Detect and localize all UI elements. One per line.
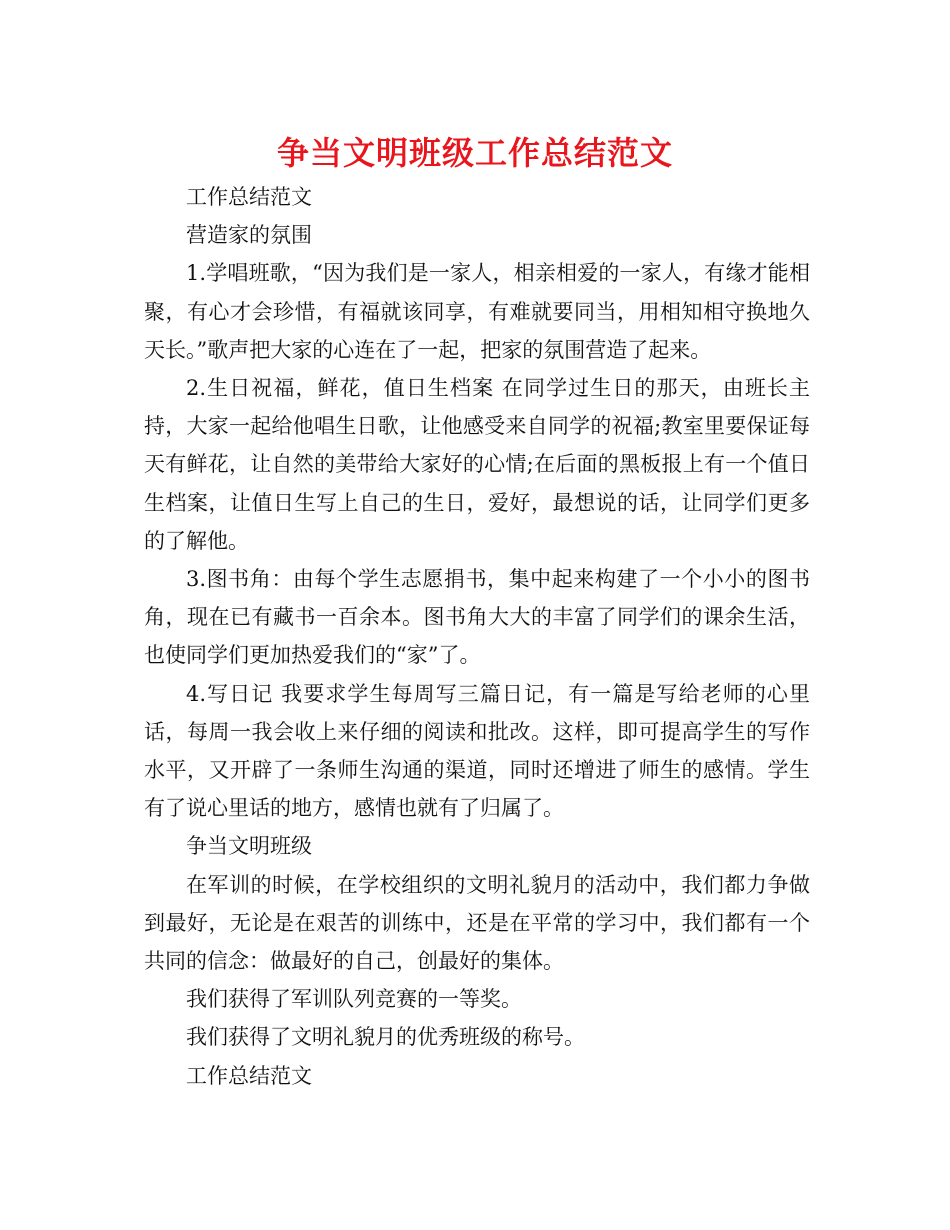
paragraph-heading: 营造家的氛围 xyxy=(186,223,312,248)
document-title: 争当文明班级工作总结范文 xyxy=(276,134,673,173)
document-body xyxy=(144,178,810,1095)
paragraph: 2.生日祝福，鲜花，值日生档案 在同学过生日的那天，由班长主持，大家一起给他唱生日歌，让他感受来自同学的祝福;教室里要保证每天有鲜花，让自然的美带给大家好的心情;在后面的黑板报上有一个值日生档案，让值日生写上自己的生日，爱好，最想说的话，让同学们更多的了解他。 xyxy=(144,376,810,553)
paragraph: 1.学唱班歌，“因为我们是一家人，相亲相爱的一家人，有缘才能相聚，有心才会珍惜，有福就该同享，有难就要同当，用相知相守换地久天长。”歌声把大家的心连在了一起，把家的氛围营造了起来。 xyxy=(144,261,810,362)
paragraph-heading: 工作总结范文 xyxy=(186,1063,312,1088)
paragraph: 我们获得了军训队列竞赛的一等奖。 xyxy=(186,987,522,1012)
paragraph: 在军训的时候，在学校组织的文明礼貌月的活动中，我们都力争做到最好，无论是在艰苦的训练中，还是在平常的学习中，我们都有一个共同的信念：做最好的自己，创最好的集体。 xyxy=(144,872,810,974)
paragraph: 3.图书角：由每个学生志愿捐书，集中起来构建了一个小小的图书角，现在已有藏书一百余本。图书角大大的丰富了同学们的课余生活，也使同学们更加热爱我们的“家”了。 xyxy=(144,567,810,668)
paragraph-heading: 工作总结范文 xyxy=(186,185,312,209)
paragraph-heading: 争当文明班级 xyxy=(186,834,312,859)
paragraph: 4.写日记 我要求学生每周写三篇日记，有一篇是写给老师的心里话，每周一我会收上来仔细的阅读和批改。这样，即可提高学生的写作水平，又开辟了一条师生沟通的渠道，同时还增进了师生的感情。学生有了说心里话的地方，感情也就有了归属了。 xyxy=(144,681,810,821)
paragraph: 我们获得了文明礼貌月的优秀班级的称号。 xyxy=(186,1025,585,1050)
